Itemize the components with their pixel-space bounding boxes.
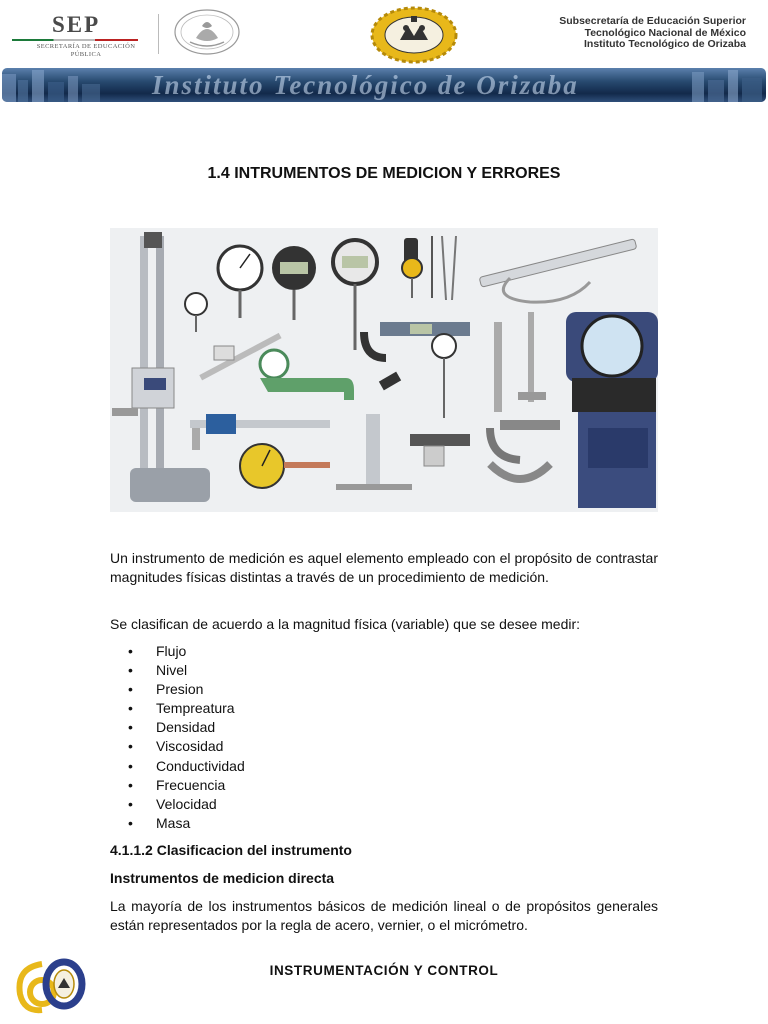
institute-banner xyxy=(2,68,766,102)
list-item: • Presion xyxy=(128,680,245,699)
ito-seal-icon xyxy=(370,6,458,64)
list-item: • Viscosidad xyxy=(128,737,245,756)
subsection-heading: Instrumentos de medicion directa xyxy=(110,870,335,886)
measuring-instruments-photo xyxy=(110,228,658,512)
classification-paragraph: Se clasifican de acuerdo a la magnitud física (variable) que se desee medir: xyxy=(110,616,581,632)
institution-line: Subsecretaría de Educación Superior xyxy=(559,15,746,27)
list-item: • Conductividad xyxy=(128,757,245,776)
list-item: • Densidad xyxy=(128,718,245,737)
footer-course-title: INSTRUMENTACIÓN Y CONTROL xyxy=(269,963,499,978)
direct-instruments-paragraph: La mayoría de los instrumentos básicos de medición lineal o de propósitos generales están representados por la regla de acero, vernier, o el micrómetro. xyxy=(110,898,658,933)
variable-list xyxy=(128,642,245,833)
mexican-eagle-seal-icon xyxy=(172,8,242,56)
profile-projector-icon xyxy=(566,312,658,508)
institution-line: Tecnológico Nacional de México xyxy=(584,26,746,39)
list-item: • Nivel xyxy=(128,661,245,680)
header-divider xyxy=(158,14,159,54)
intro-paragraph: Un instrumento de medición es aquel elemento empleado con el propósito de contrastar magnitudes físicas distintas a través de un procedimiento de medición. xyxy=(110,550,658,585)
sep-logo-word: SEP xyxy=(52,12,101,37)
institution-line: Instituto Tecnológico de Orizaba xyxy=(584,38,746,50)
sep-logo xyxy=(12,12,142,58)
list-item: • Masa xyxy=(128,814,245,833)
document-title: 1.4 INTRUMENTOS DE MEDICION Y ERRORES xyxy=(207,165,561,182)
banner-text: Instituto Tecnológico de Orizaba xyxy=(152,70,579,100)
list-item: • Tempreatura xyxy=(128,699,245,718)
page-header xyxy=(0,0,768,100)
institution-names xyxy=(526,16,746,51)
sep-logo-rule xyxy=(12,39,138,41)
list-item: • Frecuencia xyxy=(128,776,245,795)
section-heading: 4.1.1.2 Clasificacion del instrumento xyxy=(110,842,352,858)
list-item: • Velocidad xyxy=(128,795,245,814)
list-item: • Flujo xyxy=(128,642,245,661)
sep-logo-subtitle: SECRETARÍA DE EDUCACIÓN PÚBLICA xyxy=(36,43,136,58)
